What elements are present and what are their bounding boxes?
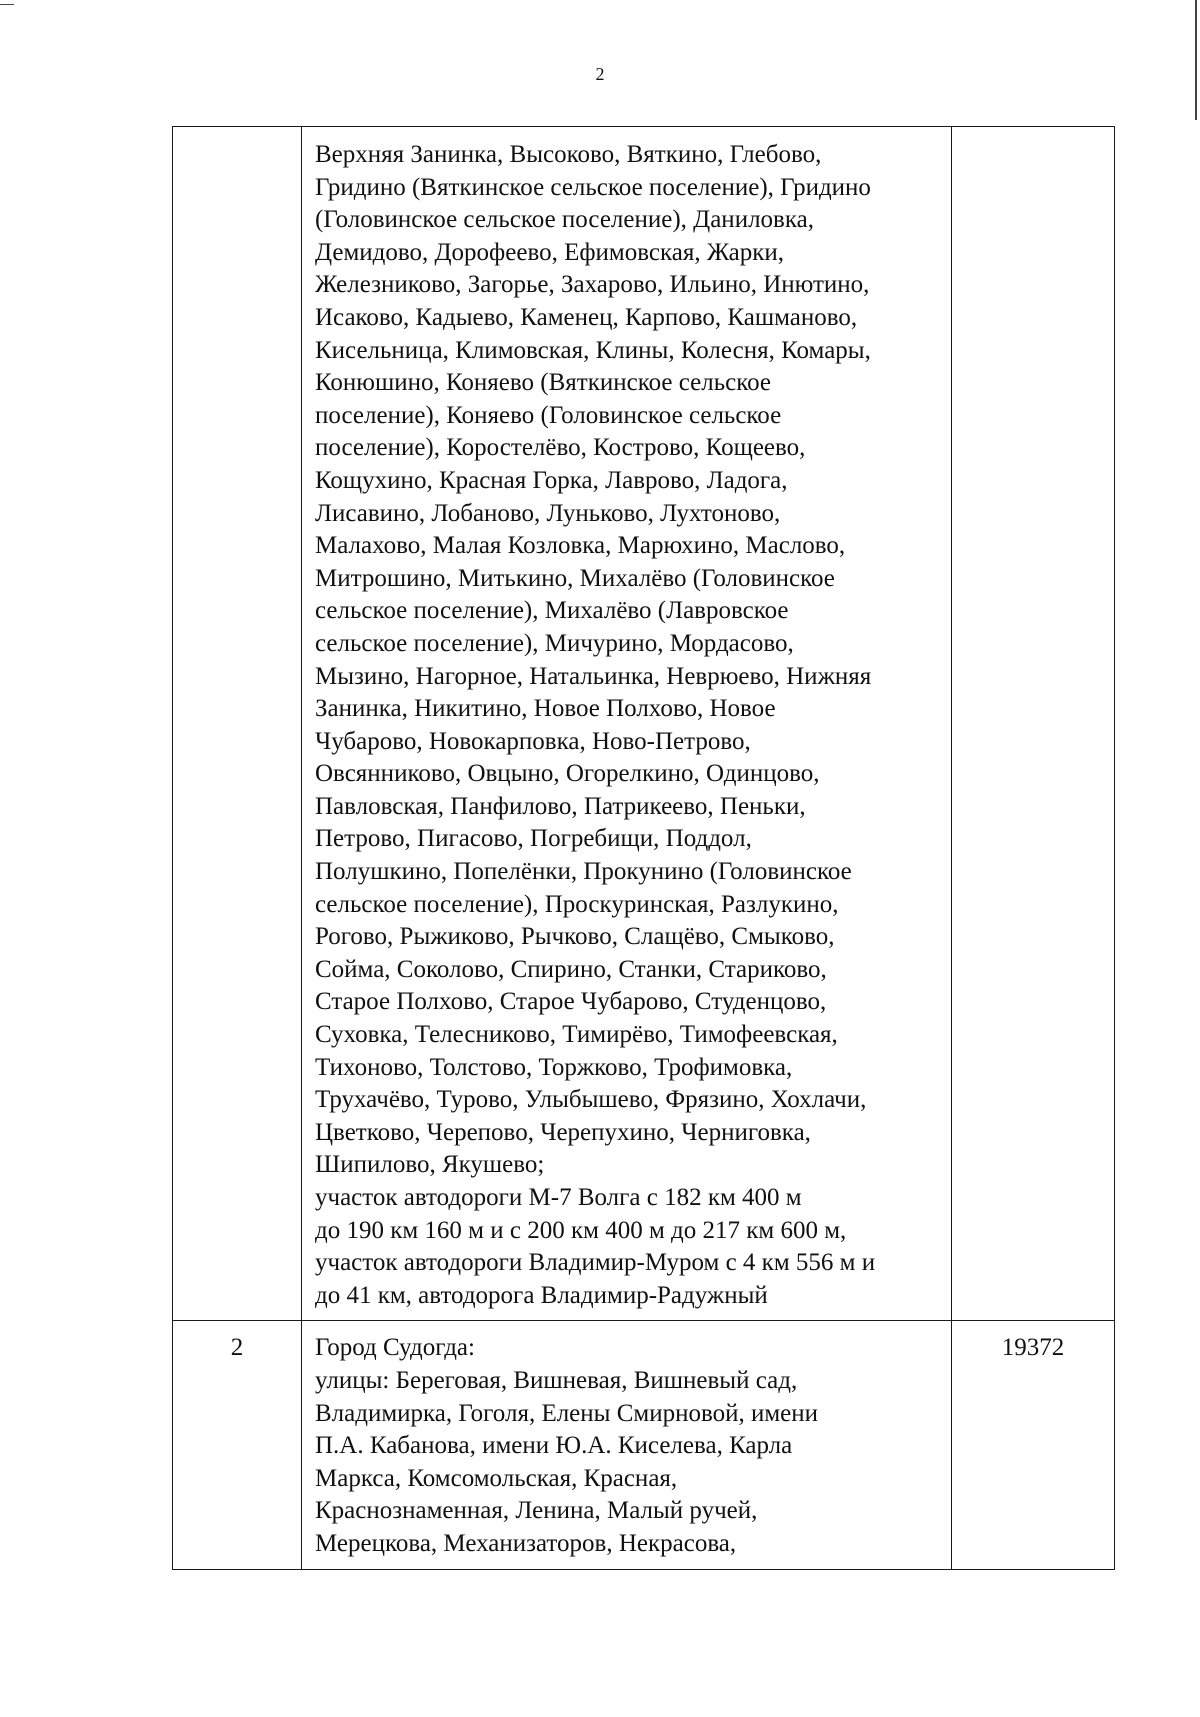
- description-line: Старое Полхово, Старое Чубарово, Студенцово,: [315, 988, 827, 1016]
- description-line: Цветково, Черепово, Черепухино, Черниговка,: [315, 1118, 811, 1146]
- districts-table: [172, 126, 1115, 1570]
- description-line: Мызино, Нагорное, Натальинка, Неврюево, Нижняя: [315, 662, 872, 690]
- description-line: поселение), Коняево (Головинское сельское: [315, 401, 782, 429]
- description-line: Город Судогда:: [315, 1334, 475, 1362]
- description-line: Полушкино, Попелёнки, Прокунино (Головинское: [315, 858, 852, 886]
- row-description-cell: [302, 127, 952, 1321]
- description-line: до 41 км, автодорога Владимир-Радужный: [315, 1281, 768, 1309]
- page-number: 2: [595, 64, 605, 84]
- description-line: Демидово, Дорофеево, Ефимовская, Жарки,: [315, 238, 785, 266]
- description-line: Сойма, Соколово, Спирино, Станки, Стариково,: [315, 955, 827, 983]
- scan-edge-mark: [1195, 0, 1197, 120]
- description-line: Трухачёво, Турово, Улыбышево, Фрязино, Хохлачи,: [315, 1086, 867, 1114]
- description-line: сельское поселение), Михалёво (Лавровское: [315, 597, 789, 625]
- row-count-cell: [952, 127, 1115, 1321]
- row-count: 19372: [1001, 1334, 1065, 1362]
- row-number: [173, 127, 301, 138]
- description-line: участок автодороги Владимир-Муром с 4 км 556 м и: [315, 1249, 876, 1277]
- description-line: Чубарово, Новокарповка, Ново-Петрово,: [315, 727, 751, 755]
- description-line: Кощухино, Красная Горка, Лаврово, Ладога,: [315, 466, 788, 494]
- description-line: Павловская, Панфилово, Патрикеево, Пеньки,: [315, 792, 806, 820]
- description-line: Малахово, Малая Козловка, Марюхино, Маслово,: [315, 532, 846, 560]
- description-line: Шипилово, Якушево;: [315, 1151, 545, 1179]
- row-number: 2: [230, 1334, 244, 1362]
- description-line: (Головинское сельское поселение), Даниловка,: [315, 206, 814, 234]
- description-line: Исаково, Кадыево, Каменец, Карпово, Кашманово,: [315, 303, 858, 331]
- row-number-cell: [173, 127, 302, 1321]
- description-line: П.А. Кабанова, имени Ю.А. Киселева, Карла: [315, 1432, 793, 1460]
- description-line: участок автодороги М-7 Волга с 182 км 400 м: [315, 1184, 802, 1211]
- row-description: [302, 1321, 951, 1568]
- description-line: Маркса, Комсомольская, Красная,: [315, 1464, 678, 1492]
- description-line: Митрошино, Митькино, Михалёво (Головинское: [315, 564, 835, 592]
- description-line: улицы: Береговая, Вишневая, Вишневый сад,: [315, 1366, 798, 1394]
- description-line: Мерецкова, Механизаторов, Некрасова,: [315, 1529, 737, 1557]
- description-line: Тихоново, Толстово, Торжково, Трофимовка,: [315, 1053, 793, 1081]
- row-number-cell: [173, 1321, 302, 1569]
- description-line: Овсянниково, Овцыно, Огорелкино, Одинцово,: [315, 760, 820, 788]
- description-line: Петрово, Пигасово, Погребищи, Поддол,: [315, 825, 752, 853]
- description-line: Железниково, Загорье, Захарово, Ильино, Инютино,: [315, 271, 870, 299]
- row-count: [952, 127, 1114, 138]
- table-row: [173, 1321, 1115, 1569]
- description-line: Суховка, Телесниково, Тимирёво, Тимофеевская,: [315, 1021, 838, 1049]
- row-description-cell: [302, 1321, 952, 1569]
- description-line: сельское поселение), Мичурино, Мордасово,: [315, 629, 794, 657]
- scan-edge-mark: [0, 4, 14, 5]
- description-line: Лисавино, Лобаново, Луньково, Лухтоново,: [315, 499, 781, 527]
- description-line: сельское поселение), Проскуринская, Разлукино,: [315, 890, 839, 918]
- description-line: поселение), Коростелёво, Кострово, Кощеево,: [315, 434, 806, 462]
- row-count-cell: [952, 1321, 1115, 1569]
- row-description: [302, 127, 951, 1320]
- description-line: Краснознаменная, Ленина, Малый ручей,: [315, 1497, 758, 1525]
- description-line: Верхняя Занинка, Высоково, Вяткино, Глебово,: [315, 141, 822, 168]
- description-line: до 190 км 160 м и с 200 км 400 м до 217 км 600 м,: [315, 1216, 847, 1244]
- description-line: Занинка, Никитино, Новое Полхово, Новое: [315, 695, 776, 723]
- description-line: Рогово, Рыжиково, Рычково, Слащёво, Смыково,: [315, 923, 835, 951]
- description-line: Гридино (Вяткинское сельское поселение), Гридино: [315, 173, 871, 201]
- table-row: [173, 127, 1115, 1321]
- description-line: Конюшино, Коняево (Вяткинское сельское: [315, 369, 771, 397]
- description-line: Кисельница, Климовская, Клины, Колесня, Комары,: [315, 336, 871, 364]
- description-line: Владимирка, Гоголя, Елены Смирновой, имени: [315, 1399, 819, 1427]
